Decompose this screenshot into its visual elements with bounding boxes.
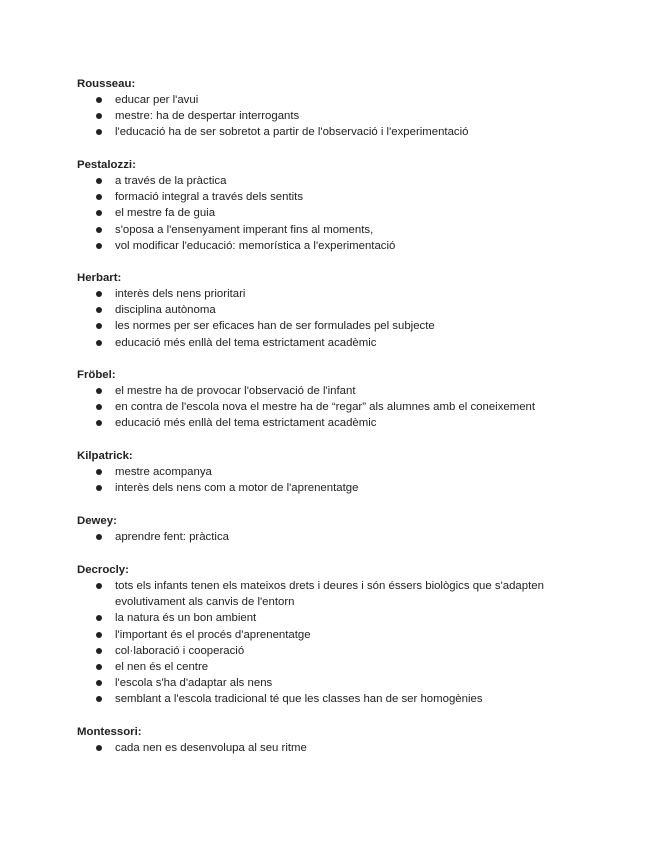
bullet-icon [96,664,102,670]
list-item: formació integral a través dels sentits [77,189,597,205]
bullet-icon [96,632,102,638]
list-item: el mestre ha de provocar l'observació de l'infant [77,383,597,399]
bullet-icon [96,194,102,200]
section-heading: Montessori: [77,726,142,738]
section-heading: Dewey: [77,515,117,527]
list-item: semblant a l'escola tradicional té que les classes han de ser homogènies [77,691,597,707]
list-item: col·laboració i cooperació [77,643,597,659]
list-item: interès dels nens prioritari [77,286,597,302]
bullet-icon [96,696,102,702]
bullet-icon [96,129,102,135]
bullet-icon [96,340,102,346]
bullet-list [77,173,597,254]
section-frobel [77,367,597,432]
list-item: l'important és el procés d'aprenentatge [77,627,597,643]
list-item: tots els infants tenen els mateixos drets i deures i són éssers biològics que s'adapten evolutivament als canvis de l'entorn [77,578,597,610]
bullet-icon [96,469,102,475]
bullet-icon [96,97,102,103]
list-item: interès dels nens com a motor de l'aprenentatge [77,480,597,496]
bullet-icon [96,323,102,329]
list-item: educació més enllà del tema estrictament acadèmic [77,335,597,351]
bullet-icon [96,243,102,249]
list-item: l'escola s'ha d'adaptar als nens [77,675,597,691]
list-item: mestre acompanya [77,464,597,480]
list-item: a través de la pràctica [77,173,597,189]
list-item: l'educació ha de ser sobretot a partir de l'observació i l'experimentació [77,124,597,140]
bullet-icon [96,178,102,184]
section-heading: Fröbel: [77,369,116,381]
section-kilpatrick [77,448,597,496]
list-item: el nen és el centre [77,659,597,675]
section-heading: Decrocly: [77,564,129,576]
bullet-list [77,383,597,432]
section-herbart [77,270,597,351]
section-heading: Pestalozzi: [77,159,136,171]
bullet-list [77,92,597,141]
section-rousseau [77,76,597,141]
section-heading: Herbart: [77,272,122,284]
list-item: s'oposa a l'ensenyament imperant fins al moments, [77,222,597,238]
bullet-icon [96,648,102,654]
bullet-list [77,740,597,756]
list-item: cada nen es desenvolupa al seu ritme [77,740,597,756]
section-decrocly [77,562,597,708]
list-item: vol modificar l'educació: memorística a l'experimentació [77,238,597,254]
bullet-icon [96,113,102,119]
bullet-icon [96,615,102,621]
bullet-list [77,578,597,708]
section-heading: Rousseau: [77,78,136,90]
bullet-icon [96,485,102,491]
section-heading: Kilpatrick: [77,450,133,462]
list-item: en contra de l'escola nova el mestre ha de “regar” als alumnes amb el coneixement [77,399,597,415]
bullet-icon [96,307,102,313]
bullet-icon [96,404,102,410]
bullet-icon [96,420,102,426]
bullet-icon [96,388,102,394]
list-item: mestre: ha de despertar interrogants [77,108,597,124]
bullet-icon [96,534,102,540]
list-item: educació més enllà del tema estrictament acadèmic [77,415,597,431]
list-item: les normes per ser eficaces han de ser formulades pel subjecte [77,318,597,334]
section-pestalozzi [77,157,597,254]
list-item: aprendre fent: pràctica [77,529,597,545]
bullet-icon [96,227,102,233]
bullet-list [77,529,597,545]
section-dewey [77,513,597,545]
bullet-icon [96,291,102,297]
list-item: educar per l'avui [77,92,597,108]
list-item: disciplina autònoma [77,302,597,318]
bullet-icon [96,680,102,686]
bullet-icon [96,210,102,216]
list-item: el mestre fa de guia [77,205,597,221]
bullet-list [77,286,597,351]
bullet-icon [96,745,102,751]
bullet-icon [96,583,102,589]
section-montessori [77,724,597,756]
bullet-list [77,464,597,496]
list-item: la natura és un bon ambient [77,610,597,626]
